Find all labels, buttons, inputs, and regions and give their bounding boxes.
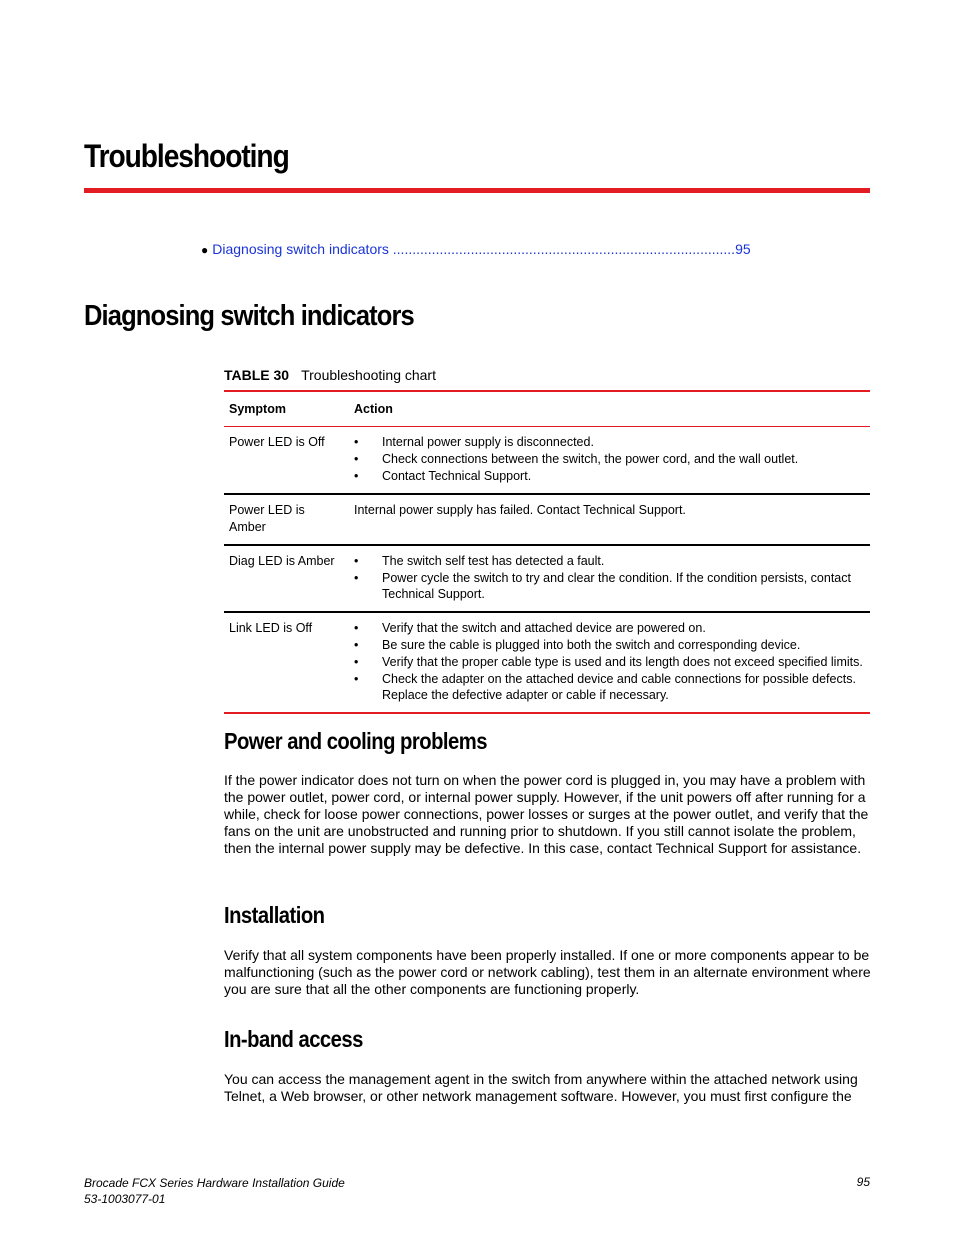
toc-bullet: ● <box>201 243 209 257</box>
symptom-cell: Power LED is Amber <box>229 503 305 534</box>
inband-access-heading: In-band access <box>224 1026 363 1052</box>
action-item: • Contact Technical Support. <box>354 468 865 484</box>
symptom-cell: Link LED is Off <box>229 621 313 635</box>
table-row <box>224 545 870 612</box>
footer-guide-title: Brocade FCX Series Hardware Installation Guide <box>84 1176 345 1190</box>
header-action: Action <box>354 402 393 416</box>
table-caption <box>224 367 436 383</box>
toc-link[interactable]: Diagnosing switch indicators <box>212 241 389 257</box>
table-header-row <box>224 391 870 427</box>
action-cell <box>349 427 870 495</box>
action-cell <box>349 545 870 612</box>
chapter-title: Troubleshooting <box>84 138 289 174</box>
footer-left <box>84 1175 345 1207</box>
table-row <box>224 427 870 495</box>
toc-page[interactable]: 95 <box>735 241 751 257</box>
action-item: • The switch self test has detected a fault. <box>354 553 865 569</box>
action-item: • Internal power supply is disconnected. <box>354 434 865 450</box>
chapter-rule <box>84 188 870 193</box>
table-row <box>224 494 870 545</box>
installation-heading: Installation <box>224 902 325 928</box>
table-row <box>224 612 870 713</box>
table-caption-number: TABLE 30 <box>224 367 290 383</box>
table-caption-text: Troubleshooting chart <box>301 367 436 383</box>
action-item: • Be sure the cable is plugged into both the switch and corresponding device. <box>354 637 865 653</box>
action-item: • Verify that the switch and attached device are powered on. <box>354 620 865 636</box>
symptom-cell: Diag LED is Amber <box>229 554 335 568</box>
action-cell: Internal power supply has failed. Contact Technical Support. <box>354 503 686 517</box>
power-cooling-heading: Power and cooling problems <box>224 728 487 754</box>
action-item: • Check the adapter on the attached device and cable connections for possible defects. Replace the defective adapter or cable if necessary. <box>354 671 865 703</box>
power-cooling-paragraph: If the power indicator does not turn on when the power cord is plugged in, you may have a problem with the power outlet, power cord, or internal power supply. However, if the unit powers off after running for a while, check for loose power connections, power losses or surges at the power outlet, and verify that the fans on the unit are unobstructed and running prior to shutdown. If you still cannot isolate the problem, then the internal power supply may be defective. In this case, contact Technical Support for assistance. <box>224 772 869 856</box>
action-cell <box>349 612 870 713</box>
footer-doc-number: 53-1003077-01 <box>84 1192 166 1206</box>
header-symptom: Symptom <box>229 402 286 416</box>
action-item: • Verify that the proper cable type is used and its length does not exceed specified limits. <box>354 654 865 670</box>
action-item: • Power cycle the switch to try and clear the condition. If the condition persists, contact Technical Support. <box>354 570 865 602</box>
inband-access-paragraph: You can access the management agent in the switch from anywhere within the attached network using Telnet, a Web browser, or other network management software. However, you must first configure the <box>224 1071 858 1104</box>
toc-leader-dots: ........................................................................................ <box>392 241 736 257</box>
toc-entry[interactable] <box>201 241 751 257</box>
action-item: • Check connections between the switch, the power cord, and the wall outlet. <box>354 451 865 467</box>
troubleshooting-table <box>224 390 870 714</box>
section-title: Diagnosing switch indicators <box>84 300 414 332</box>
installation-paragraph: Verify that all system components have been properly installed. If one or more components appear to be malfunctioning (such as the power cord or network cabling), test them in an alternate environment where you are sure that all the other components are functioning properly. <box>224 947 871 997</box>
footer-page-number: 95 <box>856 1175 870 1189</box>
symptom-cell: Power LED is Off <box>229 435 325 449</box>
